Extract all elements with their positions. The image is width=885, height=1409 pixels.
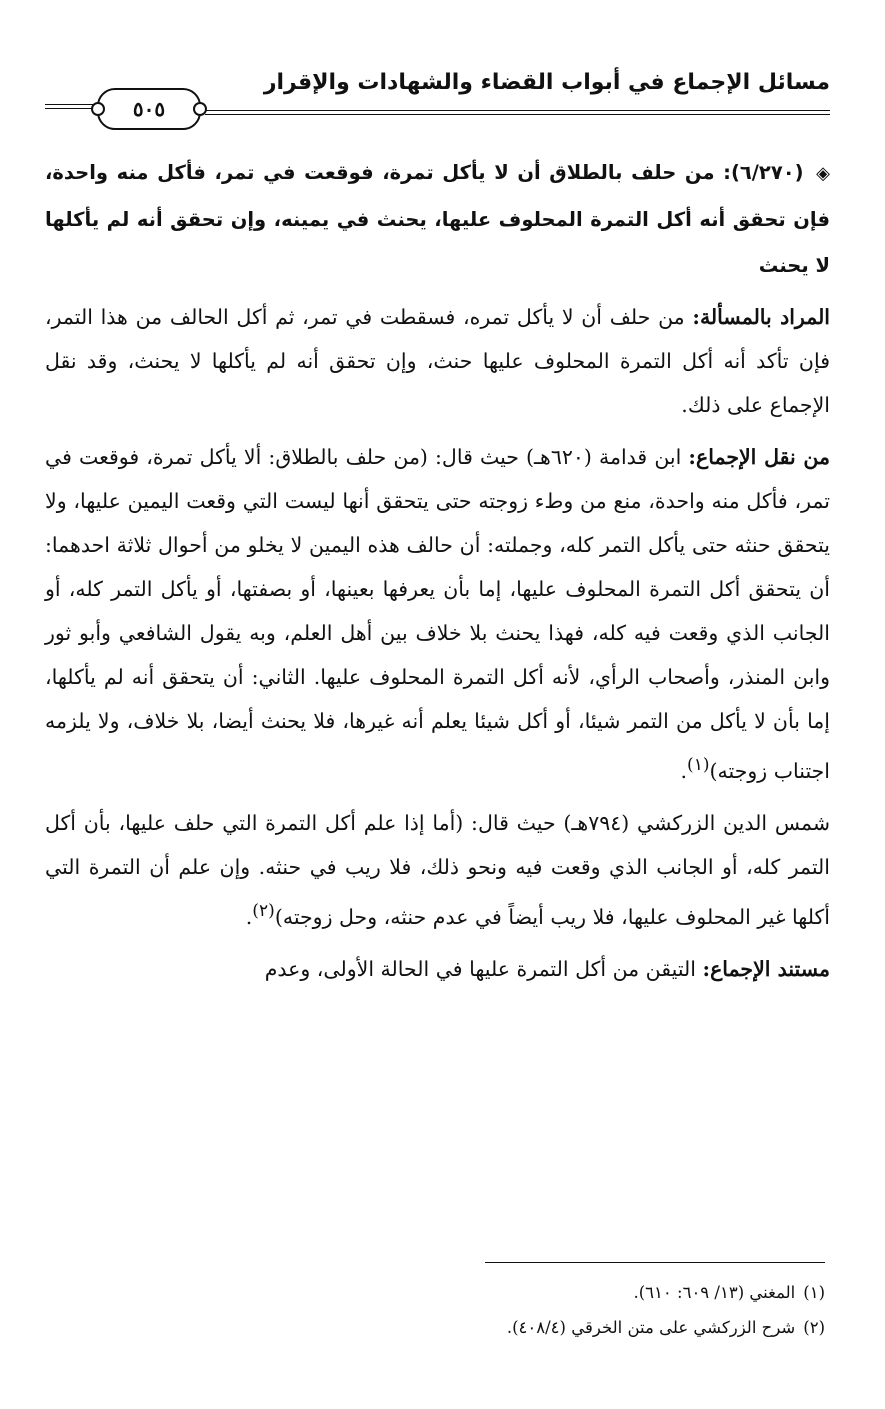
issue-text: من حلف بالطلاق أن لا يأكل تمرة، فوقعت في تمر، فأكل منه واحدة، فإن تحقق أنه أكل التمرة المحلوف عليها، يحنث في يمينه، وإن تحقق أنه لم يأكلها لا يحنث <box>45 161 830 277</box>
page-number: ٥٠٥ <box>132 97 166 121</box>
paragraph-text: التيقن من أكل التمرة عليها في الحالة الأولى، وعدم <box>264 956 703 981</box>
paragraph-text: ابن قدامة (٦٢٠هـ) حيث قال: (من حلف بالطلاق: ألا يأكل تمرة، فوقعت في تمر، فأكل منه واحدة، منع من وطء زوجته حتى يتحقق أنها ليست التي وقعت اليمين عليها، ولا يتحقق حنثه حتى يأكل التمر كله، وجملته: أن حالف هذه اليمين لا يخلو من أحوال ثلاثة احدهما: أن يتحقق أكل التمرة المحلوف عليها، إما بأن يعرفها بعينها، أو بصفتها، أو يأكل التمر كله، أو الجانب الذي وقعت فيه كله، فهذا يحنث بلا خلاف بين أهل العلم، وبه يقول الشافعي وأبو ثور وابن المنذر، وأصحاب الرأي، لأنه أكل التمرة المحلوف عليها. الثاني: أن يتحقق أنه لم يأكلها، إما بأن لا يأكل من التمر شيئا، أو أكل شيئا يعلم أنه غيرها، فلا يحنث أيضا، بلا خلاف، ولا يلزمه اجتناب زوجته) <box>45 445 830 783</box>
running-header <box>45 70 830 120</box>
page-number-ornament <box>97 88 201 130</box>
footnote-text: شرح الزركشي على متن الخرقي (٤٠٨/٤). <box>506 1318 796 1337</box>
footnote-separator <box>485 1262 825 1263</box>
paragraph-transmitters <box>45 435 830 793</box>
header-rule-left <box>45 104 95 109</box>
paragraph-tail: . <box>245 904 253 929</box>
paragraph-text: من حلف أن لا يأكل تمره، فسقطت في تمر، ثم أكل الحالف من هذا التمر، فإن تأكد أنه أكل التمرة المحلوف عليها حنث، وإن تحقق أنه لم يأكلها لا يحنث، وقد نقل الإجماع على ذلك. <box>45 305 830 417</box>
issue-number: (٦/٢٧٠): <box>723 161 804 184</box>
page-body <box>45 150 830 991</box>
paragraph-lead: المراد بالمسألة: <box>692 305 831 329</box>
running-title: مسائل الإجماع في أبواب القضاء والشهادات والإقرار <box>263 70 830 95</box>
footnote-item <box>300 1275 825 1310</box>
footnote-number: (١) <box>803 1283 825 1302</box>
footnote-ref[interactable]: (٢) <box>252 900 275 921</box>
paragraph-lead: من نقل الإجماع: <box>688 445 830 469</box>
paragraph-meaning <box>45 295 830 427</box>
paragraph-lead: مستند الإجماع: <box>702 956 830 981</box>
diamond-bullet-icon: ◈ <box>816 163 830 184</box>
header-rule-right <box>205 110 830 115</box>
paragraph-zarkashi <box>45 801 830 939</box>
footnote-ref[interactable]: (١) <box>687 755 710 775</box>
footnote-text: المغني (١٣/ ٦٠٩: ٦١٠). <box>633 1283 796 1302</box>
paragraph-text: شمس الدين الزركشي (٧٩٤هـ) حيث قال: (أما إذا علم أكل التمرة التي حلف عليها، بأن أكل التمر كله، أو الجانب الذي وقعت فيه ونحو ذلك، فلا ريب في حنثه. وإن علم أن التمرة التي أكلها غير المحلوف عليها، فلا ريب أيضاً في عدم حنثه، وحل زوجته) <box>45 810 830 929</box>
footnotes <box>300 1275 825 1345</box>
paragraph-basis <box>45 947 830 991</box>
footnote-number: (٢) <box>803 1318 825 1337</box>
paragraph-tail: . <box>680 758 688 783</box>
issue-heading <box>45 150 830 289</box>
footnote-item <box>300 1310 825 1345</box>
